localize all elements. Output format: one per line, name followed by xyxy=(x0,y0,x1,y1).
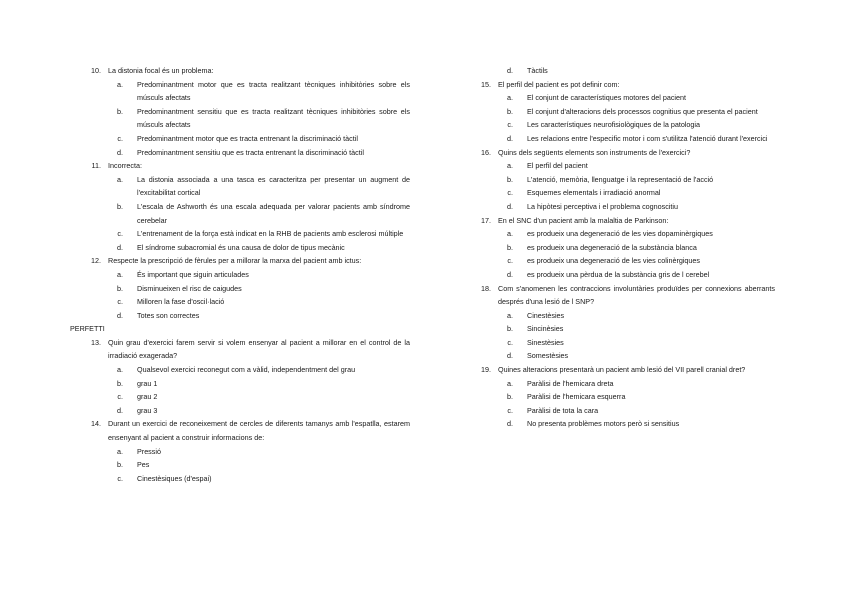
option-letter: d. xyxy=(507,351,513,361)
option-letter: c. xyxy=(507,188,513,198)
option-letter: c. xyxy=(117,133,123,143)
option-letter: b. xyxy=(117,283,123,293)
option-letter: d. xyxy=(117,405,123,415)
option-text: Predominantment sensitiu que es tracta realitzant tècniques inhibitòries sobre els músculs afectats xyxy=(137,106,410,130)
question-stem xyxy=(70,417,410,444)
option-letter: a. xyxy=(117,269,123,279)
option-text: Predominantment motor que es tracta realitzant tècniques inhibitòries sobre els músculs afectats xyxy=(137,79,410,103)
option-text: El conjunt d'alteracions dels processos cognitius que presenta el pacient xyxy=(527,106,758,116)
answer-option xyxy=(460,91,775,105)
answer-option xyxy=(70,445,410,459)
answer-option xyxy=(460,349,775,363)
answer-option xyxy=(70,78,410,105)
option-letter: b. xyxy=(117,460,123,470)
answer-option xyxy=(460,404,775,418)
option-text: Paràlisi de tota la cara xyxy=(527,405,599,415)
option-text: grau 2 xyxy=(137,392,158,402)
answer-options xyxy=(70,445,410,486)
option-letter: d. xyxy=(507,66,513,75)
option-text: Paràlisi de l'hemicara esquerra xyxy=(527,392,626,402)
question-block xyxy=(70,336,410,418)
option-text: es produeix una degeneració de les vies colinèrgiques xyxy=(527,256,701,266)
question-number: 17. xyxy=(481,215,491,225)
answer-option xyxy=(70,282,410,296)
option-letter: a. xyxy=(507,229,513,239)
option-letter: b. xyxy=(117,378,123,388)
question-block xyxy=(460,146,775,214)
option-text: Predominantment sensitiu que es tracta entrenant la discriminació tàctil xyxy=(137,147,364,157)
question-stem xyxy=(460,78,775,92)
question-text: Quins dels següents elements son instruments de l'exercici? xyxy=(498,147,691,157)
answer-option xyxy=(70,472,410,486)
option-text: És important que siguin articulades xyxy=(137,269,249,279)
answer-option xyxy=(460,268,775,282)
answer-option xyxy=(70,404,410,418)
option-text: Les relacions entre l'especific motor i com s'utilitza l'atenció durant l'exercici xyxy=(527,133,768,143)
option-text: Sincinèsies xyxy=(527,324,564,334)
option-letter: a. xyxy=(117,446,123,456)
question-text: En el SNC d'un pacient amb la malaltia de Parkinson: xyxy=(498,215,669,225)
question-block xyxy=(70,417,410,485)
answer-option xyxy=(460,159,775,173)
answer-option xyxy=(460,173,775,187)
question-text: Quin grau d'exercici farem servir si volem ensenyar al pacient a millorar en el control de la irradiació exagerada? xyxy=(108,337,410,361)
option-text: La hipòtesi perceptiva i el problema cognoscitiu xyxy=(527,201,679,211)
question-stem xyxy=(70,64,410,78)
option-text: es produeix una degeneració de la substància blanca xyxy=(527,242,697,252)
question-text: La distonia focal és un problema: xyxy=(108,66,214,75)
option-text: Totes son correctes xyxy=(137,310,200,320)
answer-option xyxy=(70,377,410,391)
option-letter: d. xyxy=(507,269,513,279)
left-column xyxy=(70,64,410,485)
option-letter: a. xyxy=(507,161,513,171)
option-text: Cinestèsies xyxy=(527,310,565,320)
question-number: 16. xyxy=(481,147,491,157)
question-stem xyxy=(460,214,775,228)
option-letter: d. xyxy=(117,147,123,157)
question-block xyxy=(460,64,775,78)
answer-options xyxy=(460,91,775,145)
option-letter: b. xyxy=(507,106,513,116)
answer-option xyxy=(460,64,775,78)
option-text: Qualsevol exercici reconegut com a vàlid, independentment del grau xyxy=(137,365,356,375)
question-number: 14. xyxy=(91,419,101,429)
answer-option xyxy=(70,173,410,200)
question-number: 12. xyxy=(91,256,101,266)
option-letter: a. xyxy=(117,79,123,89)
option-text: Tàctils xyxy=(527,66,548,75)
question-text: Respecte la prescripció de fèrules per a millorar la marxa del pacient amb ictus: xyxy=(108,256,362,266)
answer-option xyxy=(460,241,775,255)
answer-option xyxy=(460,336,775,350)
answer-option xyxy=(70,227,410,241)
question-block xyxy=(460,282,775,364)
question-text: El perfil del pacient es pot definir com: xyxy=(498,79,620,89)
option-letter: d. xyxy=(117,310,123,320)
question-stem xyxy=(70,254,410,268)
question-number: 13. xyxy=(91,337,101,347)
question-text: Incorrecta: xyxy=(108,161,142,171)
option-text: Milloren la fase d'oscil·lació xyxy=(137,297,225,307)
answer-option xyxy=(70,390,410,404)
question-block xyxy=(70,159,410,254)
answer-options xyxy=(460,377,775,431)
option-letter: a. xyxy=(507,378,513,388)
option-text: Esquemes elementals i irradiació anormal xyxy=(527,188,661,198)
question-stem xyxy=(460,282,775,309)
question-number: 19. xyxy=(481,365,491,375)
option-letter: a. xyxy=(507,310,513,320)
option-letter: d. xyxy=(507,133,513,143)
section-heading xyxy=(70,322,410,336)
answer-options xyxy=(460,309,775,363)
option-letter: c. xyxy=(507,405,513,415)
question-stem xyxy=(460,146,775,160)
option-letter: c. xyxy=(117,229,123,239)
answer-option xyxy=(460,118,775,132)
option-text: L'escala de Ashworth és una escala adequada per valorar pacients amb síndrome cerebelar xyxy=(137,201,410,225)
option-text: L'entrenament de la força està indicat en la RHB de pacients amb esclerosi múltiple xyxy=(137,229,404,239)
answer-option xyxy=(460,186,775,200)
answer-option xyxy=(460,390,775,404)
option-letter: b. xyxy=(507,324,513,334)
question-stem xyxy=(70,159,410,173)
option-text: Somestèsies xyxy=(527,351,569,361)
question-number: 15. xyxy=(481,79,491,89)
question-number: 11. xyxy=(91,161,101,171)
option-letter: d. xyxy=(507,201,513,211)
option-letter: b. xyxy=(507,242,513,252)
answer-option xyxy=(460,417,775,431)
question-text: Com s'anomenen les contraccions involuntàries produïdes per connexions aberrants després d'una lesió de l SNP? xyxy=(498,283,775,307)
question-number: 18. xyxy=(481,283,491,293)
answer-options xyxy=(70,78,410,160)
question-text: Quines alteracions presentarà un pacient amb lesió del VII parell cranial dret? xyxy=(498,365,746,375)
option-letter: a. xyxy=(117,365,123,375)
question-block xyxy=(460,363,775,431)
option-letter: d. xyxy=(507,419,513,429)
option-letter: c. xyxy=(117,473,123,483)
option-text: es produeix una degeneració de les vies dopaminèrgiques xyxy=(527,229,713,239)
answer-options xyxy=(70,173,410,255)
option-letter: a. xyxy=(507,93,513,103)
answer-option xyxy=(70,241,410,255)
option-text: La distonia associada a una tasca es caracteritza per presentar un augment de l'excitabilitat cortical xyxy=(137,174,410,198)
answer-option xyxy=(70,200,410,227)
answer-option xyxy=(460,105,775,119)
option-text: Les característiques neurofisiològiques de la patologia xyxy=(527,120,701,130)
answer-option xyxy=(460,377,775,391)
answer-option xyxy=(70,363,410,377)
section-title: PERFETTI xyxy=(70,324,105,334)
answer-options xyxy=(460,227,775,281)
option-letter: c. xyxy=(117,392,123,402)
option-text: El conjunt de característiques motores del pacient xyxy=(527,93,687,103)
answer-option xyxy=(70,105,410,132)
option-letter: b. xyxy=(507,392,513,402)
answer-option xyxy=(70,132,410,146)
answer-option xyxy=(460,132,775,146)
option-text: grau 1 xyxy=(137,378,158,388)
option-letter: c. xyxy=(117,297,123,307)
answer-options xyxy=(460,64,775,78)
option-letter: b. xyxy=(117,106,123,116)
option-letter: d. xyxy=(117,242,123,252)
option-text: Disminueixen el risc de caigudes xyxy=(137,283,242,293)
answer-option xyxy=(460,254,775,268)
option-letter: c. xyxy=(507,337,513,347)
option-text: No presenta problèmes motors però si sensitius xyxy=(527,419,680,429)
right-column xyxy=(460,64,775,431)
answer-option xyxy=(460,309,775,323)
option-text: El síndrome subacromial és una causa de dolor de tipus mecànic xyxy=(137,242,345,252)
question-block xyxy=(460,214,775,282)
option-letter: b. xyxy=(507,174,513,184)
question-text: Durant un exercici de reconeixement de cercles de diferents tamanys amb l'espatlla, estarem ensenyant al pacient a construir informacions de: xyxy=(108,419,410,443)
answer-option xyxy=(70,295,410,309)
option-text: Pes xyxy=(137,460,150,470)
option-text: Pressió xyxy=(137,446,161,456)
question-block xyxy=(70,254,410,322)
answer-option xyxy=(460,200,775,214)
answer-option xyxy=(460,322,775,336)
answer-option xyxy=(70,309,410,323)
answer-option xyxy=(70,146,410,160)
answer-option xyxy=(70,268,410,282)
option-text: L'atenció, memòria, llenguatge i la representació de l'acció xyxy=(527,174,714,184)
option-text: El perfil del pacient xyxy=(527,161,588,171)
answer-option xyxy=(70,458,410,472)
option-letter: c. xyxy=(507,256,513,266)
answer-options xyxy=(70,268,410,322)
answer-option xyxy=(460,227,775,241)
option-text: Predominantment motor que es tracta entrenant la discriminació tàctil xyxy=(137,133,358,143)
question-stem xyxy=(460,363,775,377)
question-stem xyxy=(70,336,410,363)
option-letter: c. xyxy=(507,120,513,130)
question-number: 10. xyxy=(91,66,101,75)
question-block xyxy=(70,64,410,159)
option-letter: a. xyxy=(117,174,123,184)
option-text: es produeix una pèrdua de la substància gris de l cerebel xyxy=(527,269,710,279)
option-text: Paràlisi de l'hemicara dreta xyxy=(527,378,614,388)
option-text: grau 3 xyxy=(137,405,158,415)
answer-options xyxy=(70,363,410,417)
answer-options xyxy=(460,159,775,213)
option-text: Cinestèsiques (d'espai) xyxy=(137,473,212,483)
option-text: Sinestèsies xyxy=(527,337,564,347)
question-block xyxy=(460,78,775,146)
option-letter: b. xyxy=(117,201,123,211)
